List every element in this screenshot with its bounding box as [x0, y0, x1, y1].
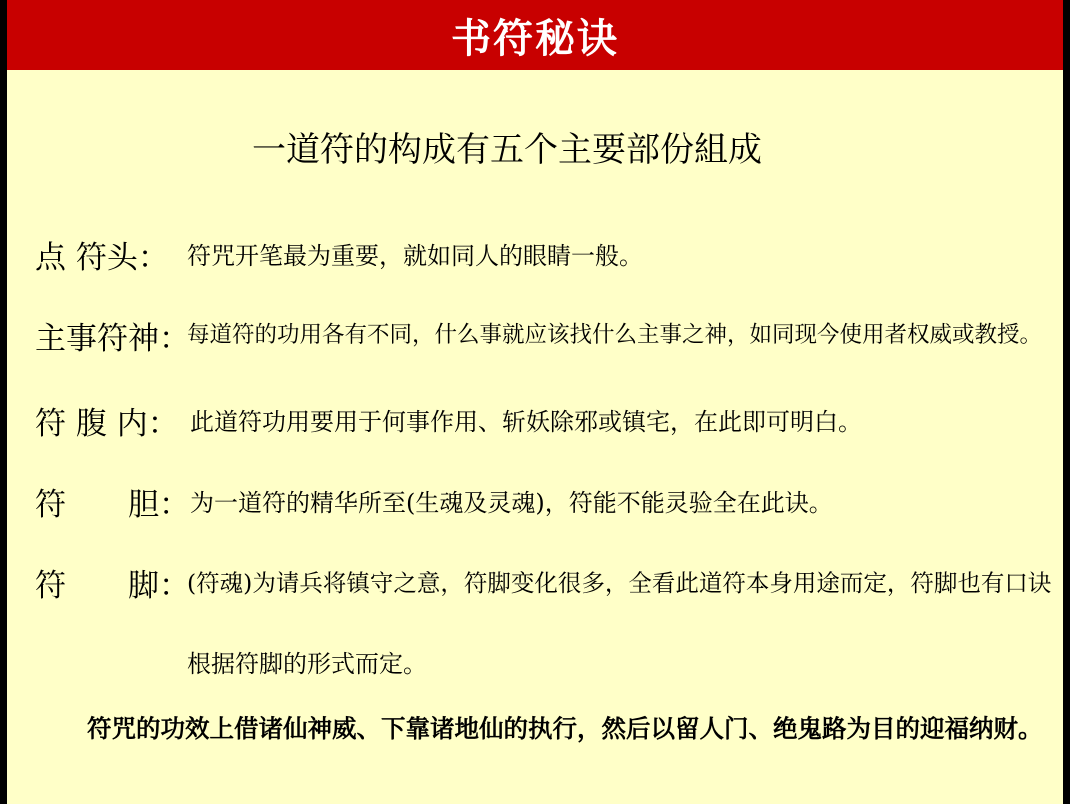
item-description: 为一道符的精华所至(生魂及灵魂)，符能不能灵验全在此诀。	[190, 489, 833, 517]
title-bar	[7, 0, 1063, 70]
item-label: 符 腹 内：	[35, 406, 179, 442]
item-description: 此道符功用要用于何事作用、斩妖除邪或镇宅，在此即可明白。	[190, 408, 862, 436]
item-description: 符咒开笔最为重要，就如同人的眼睛一般。	[187, 242, 643, 270]
item-label: 符 脚：	[35, 568, 190, 604]
slide	[7, 0, 1063, 804]
item-label: 符 胆：	[35, 487, 190, 523]
item-description: (符魂)为请兵将镇守之意，符脚变化很多，全看此道符本身用途而定，符脚也有口诀	[187, 569, 1052, 597]
item-description-continued: 根据符脚的形式而定。	[187, 650, 427, 678]
item-label: 点 符头：	[35, 240, 169, 276]
item-description: 每道符的功用各有不同，什么事就应该找什么主事之神，如同现今使用者权威或教授。	[187, 322, 1043, 348]
page-title: 书符秘诀	[451, 15, 619, 62]
footer-note: 符咒的功效上借诸仙神威、下靠诸地仙的执行，然后以留人门、绝鬼路为目的迎福纳财。	[87, 714, 1043, 743]
item-label: 主事符神：	[35, 321, 190, 357]
subtitle: 一道符的构成有五个主要部份組成	[252, 130, 762, 170]
